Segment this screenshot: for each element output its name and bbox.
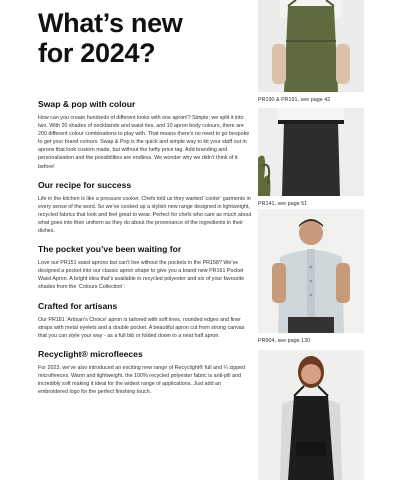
section-body: How can you create hundreds of different looks with one apron!? Simple; we split it into two. With 20 shades of neckbands and waist ties, and 10 apron body colours, there are 200 different colour combinations to play with. That means there’s no need to go bespoke to get your brand colours. Swap & Pop is the quick and simple way to kit your staff out in aprons that look custom made, but without the hefty price tag. Add branding and personalisation and the possibilities are endless. We wonder why we didn’t think of it before! xyxy=(38,115,250,170)
section-crafted-for-artisans xyxy=(38,301,252,340)
black-waist-apron-illustration xyxy=(258,108,364,196)
section-recipe-for-success xyxy=(38,180,252,235)
article-column xyxy=(38,8,252,396)
product-photo-green-apron xyxy=(258,0,364,92)
section-body: Love our PR151 waist aprons but can’t live without the pockets in the PR158? We’ve designed a pocket into our classic apron shape to give you a brand new PR161 Pocket Waist Apron. A bright idea that’s available in recycled polyester and six of your favourite shades from the ‘Colours Collection’. xyxy=(38,260,245,291)
section-body: Life in the kitchen is like a pressure cooker. Chefs told us they wanted ‘cooler’ garments in every sense of the word. So we’ve cooked up a stylish new range designed in lightweight, recycled fabrics that look and feel great to wear. Perfect for chefs who care as much about what goes into their uniform as they do about the provenance of the ingredients in their dishes. xyxy=(38,195,252,235)
black-apron-illustration xyxy=(258,350,364,480)
chef-jacket-illustration xyxy=(258,209,364,333)
section-heading: Crafted for artisans xyxy=(38,300,118,311)
section-heading: Swap & pop with colour xyxy=(38,99,136,109)
caption-pr904: PR904, see page 130 xyxy=(258,338,311,344)
section-pocket xyxy=(38,244,252,291)
section-recyclight-microfleeces xyxy=(38,349,252,396)
title-line-1: What’s new xyxy=(38,8,183,38)
section-swap-and-pop xyxy=(38,99,252,171)
page-title xyxy=(38,8,252,68)
caption-pr141: PR141, see page 51 xyxy=(258,201,308,207)
product-photo-black-waist-apron xyxy=(258,108,364,196)
green-apron-illustration xyxy=(258,0,364,92)
section-heading: Recyclight® microfleeces xyxy=(38,348,143,359)
title-line-2: for 2024? xyxy=(38,38,156,68)
product-photo-black-apron xyxy=(258,350,364,480)
section-heading: Our recipe for success xyxy=(38,179,132,190)
section-body: Our PR181 ‘Artisan’s Choice’ apron is tailored with soft lines, rounded edges and finer straps with metal eyelets and a double pocket. A beautiful apron cut from strong canvas that you can style your way - as a full bib or folded down to a neat half apron. xyxy=(38,316,245,339)
section-body: For 2023, we’ve also introduced an exciting new range of Recyclight® full and ¼ zipped microfleeces. Warm and lightweight, the 100% recycled polyester fabric is anti-pill and incredibly soft making it ideal for the widest range of applications. Just add an embroidered logo for the perfect finishing touch. xyxy=(38,364,246,396)
caption-pr190: PR190 & PR191, see page 42 xyxy=(258,97,331,103)
product-photo-chef-jacket xyxy=(258,209,364,333)
section-heading: The pocket you’ve been waiting for xyxy=(38,244,182,255)
